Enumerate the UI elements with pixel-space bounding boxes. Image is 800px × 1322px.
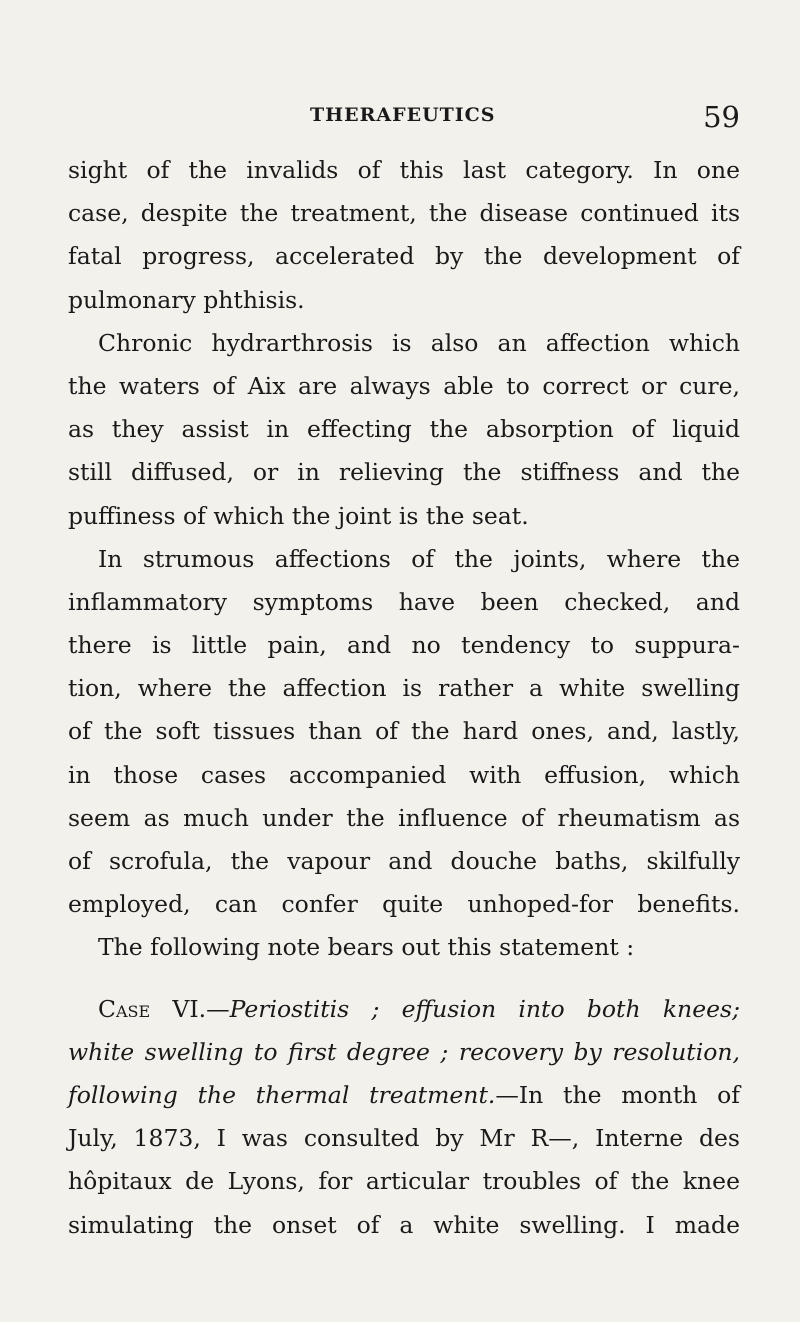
case-number: Case VI.—: [98, 994, 230, 1023]
paragraph-3: [68, 538, 740, 970]
text-line: of the soft tissues than of the hard ones, and, lastly,: [68, 717, 740, 746]
running-title: THERAFEUTICS: [310, 104, 496, 126]
text-line: employed, can confer quite unhoped-for benefits.: [68, 890, 740, 919]
text-line: July, 1873, I was consulted by Mr R—, Interne des: [68, 1124, 740, 1153]
text-line: there is little pain, and no tendency to suppura-: [68, 631, 740, 660]
running-head: [68, 100, 740, 134]
text-line: sight of the invalids of this last category. In one: [68, 156, 740, 184]
text-line: In strumous affections of the joints, where the: [98, 544, 740, 573]
text-line: The following note bears out this statement :: [98, 933, 635, 962]
case-title-line: [68, 1074, 740, 1117]
text-line: simulating the onset of a white swelling. I made: [68, 1210, 740, 1239]
paragraph-1: [68, 149, 740, 322]
text-line: the waters of Aix are always able to correct or cure,: [68, 371, 740, 400]
case-title-end: following the thermal treatment.: [68, 1080, 496, 1109]
page-number: 59: [703, 100, 740, 134]
text-line: case, despite the treatment, the disease continued its: [68, 199, 740, 228]
text-line: of scrofula, the vapour and douche baths, skilfully: [68, 847, 740, 875]
text-line: puffiness of which the joint is the seat.: [68, 501, 529, 530]
text-line: Chronic hydrarthrosis is also an affection which: [98, 328, 740, 357]
text-line: as they assist in effecting the absorption of liquid: [68, 415, 740, 444]
text-line: still diffused, or in relieving the stiffness and the: [68, 458, 740, 487]
text-line: in those cases accompanied with effusion, which: [68, 760, 740, 789]
text-line: hôpitaux de Lyons, for articular troubles of the knee: [68, 1167, 740, 1196]
section-gap: [68, 970, 740, 988]
paragraph-2: [68, 322, 740, 538]
text-line: tion, where the affection is rather a white swelling: [68, 674, 740, 703]
text-line: fatal progress, accelerated by the development of: [68, 242, 740, 271]
text-line: seem as much under the influence of rheumatism as: [68, 803, 740, 832]
case-report: [68, 988, 740, 1247]
body-text: [68, 149, 740, 1247]
case-heading-line: [68, 988, 740, 1031]
case-title: Periostitis ; effusion into both knees;: [229, 994, 740, 1023]
text-line: pulmonary phthisis.: [68, 285, 305, 314]
case-text-start: —In the month of: [495, 1080, 740, 1109]
text-line: inflammatory symptoms have been checked, and: [68, 587, 740, 616]
case-title-line: white swelling to first degree ; recovery by resolution,: [68, 1037, 740, 1066]
